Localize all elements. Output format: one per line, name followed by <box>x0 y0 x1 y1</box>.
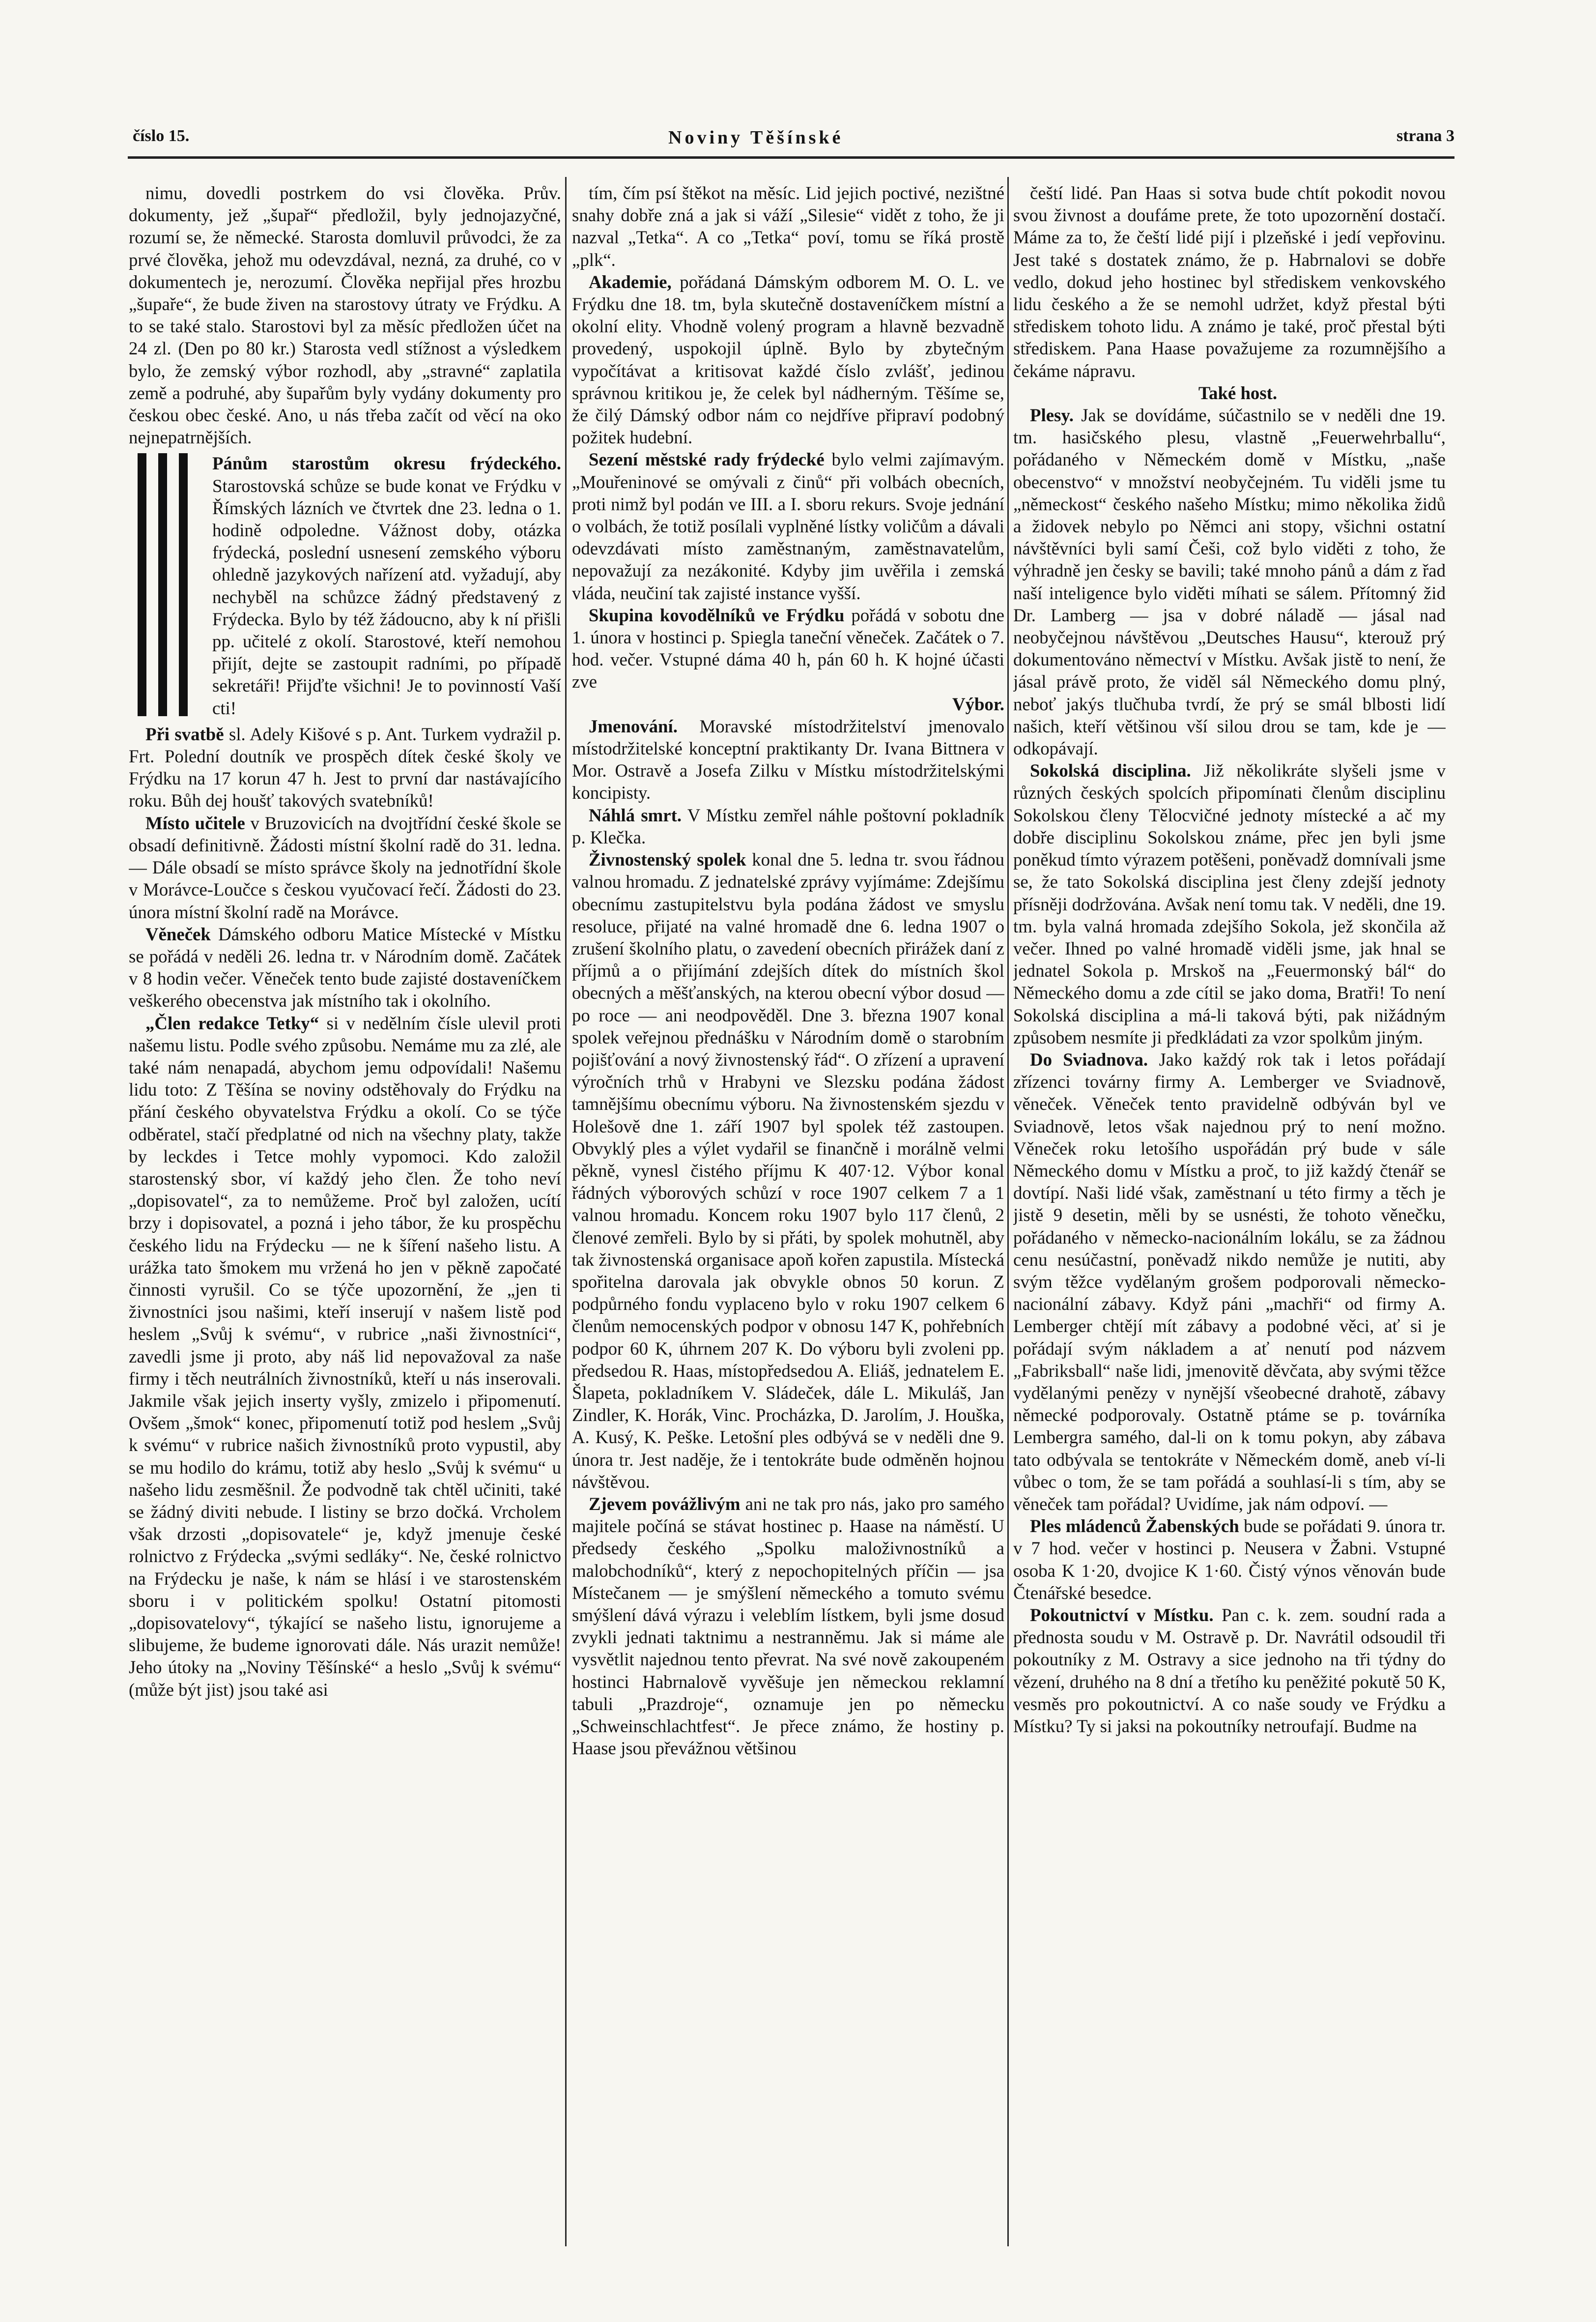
article-heading: Jmenování. <box>589 716 678 736</box>
article-heading: Sezení městské rady frýdecké <box>589 449 825 470</box>
article-text: Jako každý rok tak i letos pořádají zřízenci továrny firmy A. Lemberger ve Sviadnově, věneček. Věneček tento pravidelně odbýván byl ve Sviadnově, letos však najednou prý to není možno. Věneček roku letošího uspořádán prý bude v sále Německého domu v Místku a proč, to již každý čtenář se dovtípí. Naši lidé však, zaměstnaní u této firmy a těch je jistě 9 desetin, měli by se usnésti, že tohoto věnečku, pořádaného v německo-nacionálním lokálu, se za žádnou cenu nesúčastní, poněvadž nikdo nemůže je nutiti, aby svým těžce vydělaným grošem podporovali německo-nacionální zábavy. Když páni „machři“ od firmy A. Lemberger chtějí mít zábavy a podobné věci, ať si je pořádají svým nákladem a ať nenutí pod názvem „Fabriksball“ naše lidi, jmenovitě děvčata, aby svými těžce vydělanými penězy v nynější všeobecné drahotě, zábavy německé podporovaly. Ostatně ptáme se p. továrníka Lembergra samého, dal-li on k tomu pokyn, aby zábava tato odbývala se tentokráte v Německém domě, aneb ví-li vůbec o tom, že se tam pořádá a souhlasí-li s tím, aby se věneček tam pořádal? Uvidíme, jak nám odpoví. — <box>1013 1049 1446 1514</box>
article-text: pořádá v sobotu dne 1. února v hostinci p. Spiegla taneční věneček. Začátek o 7. hod. večer. Vstupné dáma 40 h, pán 60 h. K hojné účasti zve <box>572 605 1004 692</box>
article-heading: „Člen redakce Tetky“ <box>145 1013 319 1033</box>
article-signature: Také host. <box>1198 382 1278 403</box>
article-text: tím, čím psí štěkot na měsíc. Lid jejich poctivé, nezištné snahy dobře zná a jak si váží „Silesie“ vidět z toho, že ji nazval „Tetka“. A co „Tetka“ poví, tomu se říká prostě „plk“. <box>572 183 1004 270</box>
article-text: ani ne tak pro nás, jako pro samého majitele počíná se stávat hostinec p. Haase na náměstí. U předsedy českého „Spolku maloživnostníků a malobchodníků“, který z nepochopitelných příčin — jsa Místečanem — je smýšlení německého a tomuto svému smýšlení dává výrazu i veleblím lístkem, byli jsme dosud zvykli jednati taktnimu a nestranněmu. Jak si máme ale vysvětlit najednou tento převrat. Na své nově zakoupeném hostinci Habrnalově vyvěšuje jen německou reklamní tabuli „Prazdroje“, oznamuje jen po německu „Schweinschlachtfest“. Je přece známo, že hostiny p. Haase jsou převážnou většinou <box>572 1493 1004 1759</box>
article-heading: Náhlá smrt. <box>589 805 682 825</box>
notice-box <box>129 452 561 719</box>
column-2 <box>572 182 1004 2251</box>
article-text: V Místku zemřel náhle poštovní pokladník p. Klečka. <box>572 805 1004 847</box>
article-text: čeští lidé. Pan Haas si sotva bude chtít pokodit novou svou živnost a doufáme prete, že toto upozornění dostačí. Máme za to, že čeští lidé pijí i plzeňské i jedí vepřovinu. Jest také s dostatek známo, že p. Habrnalovi se dobře vedlo, dokud jeho hostinec byl střediskem venkovského lidu českého a že se nemohl udržet, když přestal býti střediskem tohoto lidu. A známo je také, proč přestal býti střediskem. Pana Haase považujeme za rozumnějšího a čekáme nápravu. <box>1013 183 1446 381</box>
issue-number: číslo 15. <box>133 127 190 145</box>
newspaper-title: Noviny Těšínské <box>668 127 844 148</box>
article-text: Moravské místodržitelství jmenovalo místodržitelské konceptní praktikanty Dr. Ivana Bittnera v Mor. Ostravě a Josefa Zilku v Místku místodržitelskými koncipisty. <box>572 716 1004 803</box>
article-text: sl. Adely Kišové s p. Ant. Turkem vydražil p. Frt. Polední doutník ve prospěch dítek české školy ve Frýdku na 17 korun 47 h. Jest to první dar nastávajícího roku. Bůh dej houšť takových svatebníků! <box>129 724 561 811</box>
article-heading: Živnostenský spolek <box>589 849 746 870</box>
article-heading: Skupina kovodělníků ve Frýdku <box>589 605 845 625</box>
article-text: Dámského odboru Matice Místecké v Místku se pořádá v neděli 26. ledna tr. v Národním domě. Začátek v 8 hodin večer. Věneček tento bude zajisté dostaveníčkem veškerého obecenstva jak místního tak i okolního. <box>129 924 561 1011</box>
article <box>1013 404 1446 759</box>
article-text: pořádaná Dámským odborem M. O. L. ve Frýdku dne 18. tm, byla skutečně dostaveníčkem místní a okolní elity. Vhodně volený program a hlavně bezvadně provedený, uspokojil úplně. Bylo by zbytečným vypočítávat a kritisovat každé číslo zvlášť, jedinou správnou kritikou je, že celek byl nádherným. Těšíme se, že čilý Dámský odbor nám co nejdříve připraví podobný požitek hudební. <box>572 271 1004 448</box>
article <box>572 271 1004 449</box>
article <box>129 812 561 923</box>
article-heading: Při svatbě <box>145 724 224 744</box>
column-3 <box>1013 182 1446 2251</box>
article <box>1013 1515 1446 1604</box>
article <box>572 848 1004 1493</box>
article <box>572 604 1004 715</box>
article-text: si v nedělním čísle ulevil proti našemu listu. Podle svého způsobu. Nemáme mu za zlé, ale také nám nenapadá, abychom jemu odpovídali! Našemu lidu toto: Z Těšína se noviny odstěhovaly do Frýdku na přání českého obyvatelstva Frýdku a okolí. Co se týče odběratel, stačí předplatné od nich na všechny platy, takže by leckdes i Tetce mohly vypomoci. Kdo založil starostenský sbor, ví každý jeho člen. Že toho neví „dopisovatel“, za to nemůžeme. Proč byl založen, ucítí brzy i dopisovatel, a pozná i jeho tábor, že ku prospěchu českého lidu na Frýdecku — ne k šíření našeho listu. A urážka tato šmokem mu vržená ho jen v pěkně započaté činnosti vyrušil. Co se týče upozornění, že „jen ti živnostníci jsou našimi, kteří inserují v našem listě pod heslem „Svůj k svému“, v rubrice „naši živnostníci“, zavedli jsme ji proto, aby náš lid nepovažoval za naše firmy i těch neutrálních živnostníků, kteří u nás inserovali. Jakmile však jejich inserty vyšly, zmizelo i připomenutí. Ovšem „šmok“ konec, připomenutí totiž pod heslem „Svůj k svému“ v rubrice našich živnostníků proto vypustil, aby se mu hodilo do krámu, totiž aby heslo „Svůj k svému“ u našeho lidu zesměšnil. Že podvodně tak chtěl učiniti, také se žádný diviti nebude. I listiny se brzo dočká. Vrcholem však drzosti „dopisovatele“ je, když jmenuje české rolnictvo z Frýdecka „svými sedláky“. Ne, české rolnictvo na Frýdecku je naše, k nám se hlásí i ve starostenském sboru i v politickém spolku! Ostatní pitomosti „dopisovatelovy“, týkající se našeho listu, ignorujeme a slibujeme, že budeme ignorovati dále. Nás urazit nemůže! Jeho útoky na „Noviny Těšínské“ a heslo „Svůj k svému“ (může být jist) jsou také asi <box>129 1013 561 1700</box>
article-heading: Zjevem povážlivým <box>589 1493 741 1514</box>
notice-heading: Pánům starostům okresu frýdeckého. <box>212 453 561 474</box>
article-text: v Bruzovicích na dvojtřídní české škole se obsadí definitivně. Žádosti místní školní radě do 31. ledna. — Dále obsadí se místo správce školy na jednotřídní škole v Morávce-Loučce s českou vyučovací řečí. Žádosti do 23. února místní školní radě na Morávce. <box>129 813 561 922</box>
article-heading: Místo učitele <box>145 813 245 833</box>
article-heading: Ples mládenců Žabenských <box>1030 1516 1239 1537</box>
article-text: bylo velmi zajímavým. „Mouřeninové se omývali z činů“ při volbách obecních, proti nimž byl podán ve III. a I. sboru rekurs. Svoje jednání o volbách, že totiž posílali vyplněné lístky voličům a dávali odevzdávati místo zaměstnaným, zaměstnavatelům, nepovažují za nezákonité. Kdyby jim uvěřila i zemská vláda, neučiní tak zajisté instance vyšší. <box>572 449 1004 603</box>
article <box>1013 759 1446 1048</box>
article <box>572 715 1004 804</box>
article-text: Jak se dovídáme, súčastnilo se v neděli dne 19. tm. hasičského plesu, vlastně „Feuerwehrballu“, pořádaného v Německém domě v Místku, „naše obecenstvo“ v množství neobyčejném. Tu viděli jsme tu „německost“ českého našeho Místku; mimo několika židů a židovek nebylo po Němci ani stopy, všichni ostatní návštěvníci byli samí Češi, což bylo viděti z toho, že výhradně jen česky se bavili; také mnoho pánů a dám z řad naší inteligence bylo viděti míhati se sálem. Přítomný žid Dr. Lamberg — jsa v dobré náladě — jásal nad neobyčejnou návštěvou „Deutsches Hausu“, kterouž prý dokumentováno němectví v Místku. Avšak jistě to není, že jásal právě proto, že viděl sál Německého domu plný, neboť jakýs tlučhuba tvrdí, že prý se smál blbosti lidí našich, kteří většinou vší silou drou se tam, kde je — odkopávají. <box>1013 405 1446 759</box>
column-1 <box>129 182 561 2251</box>
article-heading: Věneček <box>145 924 211 944</box>
article <box>1013 1048 1446 1515</box>
column-divider <box>565 177 567 2246</box>
article-text: bude se pořádati 9. února tr. v 7 hod. večer v hostinci p. Neusera v Žabni. Vstupné osoba K 1·20, dvojice K 1·60. Čistý výnos věnován bude Čtenářské besedce. <box>1013 1516 1446 1603</box>
article-heading: Plesy. <box>1030 405 1074 426</box>
article-text: nimu, dovedli postrkem do vsi člověka. Prův. dokumenty, jež „šupař“ předložil, byly jednojazyčné, rozumí se, že německé. Starosta domluvil průvodci, že za prvé člověka, jehož mu odevzdával, nezná, za druhé, co v dokumentech je, nerozumí. Člověka nepřijal přes hrozbu „šupaře“, že bude živen na starostovy útraty ve Frýdku. A to se také stalo. Starostovi byl za měsíc předložen účet na 24 zl. (Den po 80 kr.) Starosta vedl stížnost a výsledkem bylo, že zemský výbor rozhodl, aby „stravné“ zaplatila země a podruhé, aby šupařům byly vydány dokumenty pro českou obec české. Ano, u nás třeba začít od věcí na oko nejnepatrnějších. <box>129 183 561 448</box>
notice-text: Starostovská schůze se bude konat ve Frýdku v Římských lázních ve čtvrtek dne 23. ledna o 1. hodině odpoledne. Vážnost doby, otázka frýdecká, poslední usnesení zemského výboru ohledně jazykových nařízení atd. vyžadují, aby nechyběl na schůzce žádný představený z Frýdecka. Bylo by též žádoucno, aby k ní přišli pp. učitelé z okolí. Starostové, kteří nemohou přijít, dejte se zastoupit radními, po případě sekretáři! Přijďte všichni! Je to povinností Vaší cti! <box>212 475 561 718</box>
article <box>572 1493 1004 1759</box>
article-heading: Sokolská disciplina. <box>1030 760 1191 781</box>
article-text: Pan c. k. zem. soudní rada a přednosta soudu v M. Ostravě p. Dr. Navrátil odsoudil tři pokoutníky z M. Ostravy a sice jednoho na tři týdny do vězení, druhého na 8 dní a třetího ku peněžité pokutě 50 K, vesměs pro pokoutnictví. A co naše soudy ve Frýdku a Místku? Ty si jaksi na pokoutníky netroufají. Budme na <box>1013 1605 1446 1737</box>
page-number: strana 3 <box>1396 127 1454 145</box>
article-signature: Výbor. <box>952 694 1004 714</box>
article-heading: Akademie, <box>589 271 672 292</box>
article-heading: Pokoutnictví v Místku. <box>1030 1605 1214 1625</box>
article <box>129 1012 561 1701</box>
header-rule <box>128 156 1454 159</box>
article <box>1013 1604 1446 1737</box>
column-divider <box>1007 177 1009 2246</box>
article-heading: Do Sviadnova. <box>1030 1049 1148 1070</box>
article-text: konal dne 5. ledna tr. svou řádnou valnou hromadu. Z jednatelské zprávy vyjímáme: Zdejšímu obecnímu zastupitelstvu byla podána žádost ve smyslu resoluce, přijaté na valné hromadě dne 6. ledna 1907 o zrušení školního platu, o zavedení obecních přirážek daní z příjmů a o přijímání zdejších dítek do místních škol obecných a měšťanských, na kterou obecní výbor dosud — po roce — ani neodpověděl. Dne 3. března 1907 konal spolek veřejnou přednášku v Národním domě o starobním pojišťování a nový živnostenský řád“. O zřízení a upravení výročních trhů v Hrabyni ve Slezsku podána žádost tamnějšímu obecnímu výboru. Na živnostenském sjezdu v Holešově dne 1. září 1907 byl spolek též zastoupen. Obvyklý ples a výlet vydařil se finančně i morálně velmi pěkně, vynesl čistého příjmu K 407·12. Výbor konal řádných výborových schůzí v roce 1907 celkem 7 a 1 valnou hromadu. Koncem roku 1907 bylo 117 členů, 2 členové zemřeli. Bylo by si přáti, by spolek mohutněl, aby tak živnostenská organisace apoň kořen zapustila. Místecká spořitelna darovala jak obvykle obnos 50 korun. Z podpůrného fondu vyplaceno bylo v roku 1907 celkem 6 členům nemocenských podpor v obnosu 147 K, pohřebních podpor 60 K, úhrnem 207 K. Do výboru byli zvoleni pp. předsedou R. Haas, místopředsedou A. Eliáš, jednatelem E. Šlapeta, pokladníkem V. Sládeček, dále L. Mikuláš, Jan Zindler, K. Horák, Vinc. Procházka, D. Jarolím, J. Houška, A. Kusý, K. Peške. Letošní ples odbývá se v neděli dne 9. února tr. Jest naděje, že i tentokráte bude odměněn hojnou návštěvou. <box>572 849 1004 1492</box>
article <box>572 804 1004 848</box>
notice <box>212 452 561 719</box>
notice-bars-ornament <box>134 453 193 716</box>
article <box>129 923 561 1012</box>
article <box>129 723 561 812</box>
article-text: Již několikráte slyšeli jsme v různých českých spolcích připomínati členům disciplinu Sokolskou členy Tělocvičné jednoty místecké a ač my dobře disciplinu Sokolskou známe, přec jen byli jsme poněkud tímto výrazem potěšeni, poněvadž domnívali jsme se, že tato Sokolská disciplina jest členy zdejší jednoty přísněji dodržována. Avšak není tomu tak. V neděli, dne 19. tm. byla valná hromada zdejšího Sokola, jež skončila až večer. Ihned po valné hromadě viděli jsme, jak hnal se jednatel Sokola p. Mrskoš na „Feuermonský bál“ do Německého domu a zde cítil se jako doma, Bratři! To není Sokolská disciplina a má-li taková býti, pak nižádným způsobem nesmíte ji předkládati za vzor spolkům jiným. <box>1013 760 1446 1047</box>
article <box>572 448 1004 604</box>
page-header <box>133 127 1454 156</box>
